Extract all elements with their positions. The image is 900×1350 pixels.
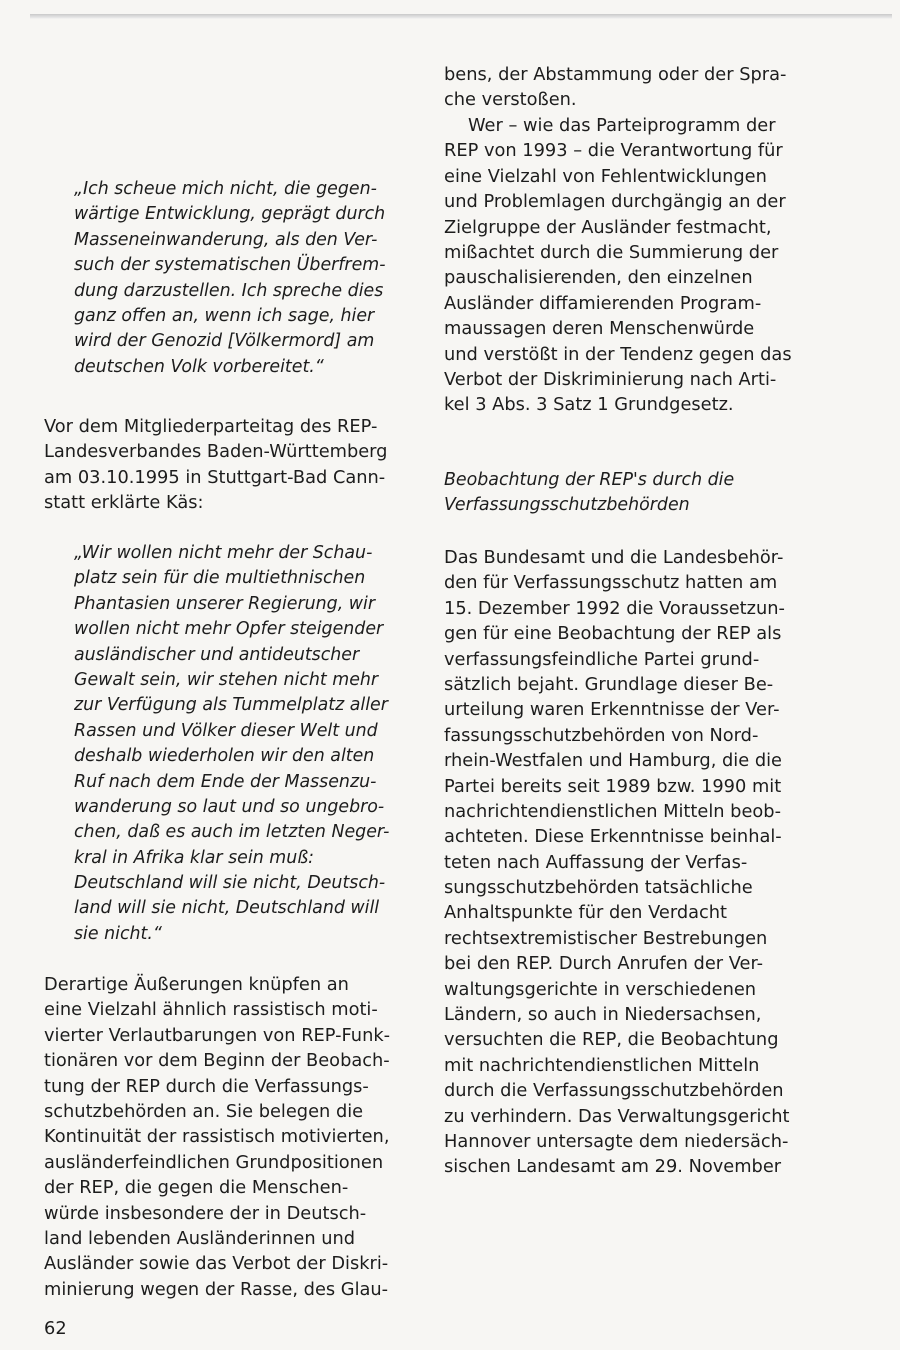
text-line: Beobachtung der REP's durch die [444,470,735,490]
paragraph [44,414,387,516]
text-line: sischen Landesamt am 29. November [444,1156,782,1178]
quote-block [74,177,386,380]
text-line: bei den REP. Durch Anrufen der Ver- [444,953,764,975]
text-line: Phantasien unserer Regierung, wir [74,593,375,614]
text-line: maussagen deren Menschenwürde [444,318,755,340]
text-line: Deutschland will sie nicht, Deutsch- [74,873,386,894]
text-line: schutzbehörden an. Sie belegen die [44,1100,364,1122]
paragraph [444,62,786,113]
text-line: sungsschutzbehörden tatsächliche [444,877,753,899]
text-line: ausländerfeindlichen Grundpositionen [44,1151,384,1173]
text-line: platz sein für die multiethnischen [74,568,366,589]
text-line: urteilung waren Erkenntnisse der Ver- [444,699,780,721]
text-line: eine Vielzahl von Fehlentwicklungen [444,165,767,187]
text-line: kel 3 Abs. 3 Satz 1 Grundgesetz. [444,394,734,416]
text-line: such der systematischen Überfrem- [74,255,386,276]
page-number: 62 [44,1318,67,1339]
paragraph [444,545,789,1180]
text-line: Partei bereits seit 1989 bzw. 1990 mit [444,775,782,797]
text-line: deutschen Volk vorbereitet.“ [74,356,324,377]
text-line: Rassen und Völker dieser Welt und [74,720,378,741]
text-line: tionären vor dem Beginn der Beobach- [44,1050,390,1072]
text-line: Hannover untersagte dem niedersäch- [444,1130,789,1152]
text-line: Wer – wie das Parteiprogramm der [468,115,776,136]
text-line: zu verhindern. Das Verwaltungsgericht [444,1105,790,1127]
text-line: bens, der Abstammung oder der Spra- [444,64,787,85]
text-line: Derartige Äußerungen knüpfen an [44,974,349,995]
text-line: und Problemlagen durchgängig an der [444,191,786,213]
text-line: nachrichtendienstlichen Mitteln beob- [444,800,781,822]
text-line: wird der Genozid [Völkermord] am [74,331,375,352]
text-line: Zielgruppe der Ausländer festmacht, [444,216,772,238]
text-line: den für Verfassungsschutz hatten am [444,572,778,594]
text-line: tung der REP durch die Verfassungs- [44,1075,369,1097]
text-line: versuchten die REP, die Beobachtung [444,1029,779,1051]
text-line: wanderung so laut und so ungebro- [74,796,385,817]
text-line: kral in Afrika klar sein muß: [74,847,315,868]
text-line: 15. Dezember 1992 die Voraussetzun- [444,597,785,619]
paragraph [444,113,792,418]
text-line: che verstoßen. [444,89,577,111]
text-line: REP von 1993 – die Verantwortung für [444,140,783,162]
text-line: rhein-Westfalen und Hamburg, die die [444,750,782,772]
text-line: Ruf nach dem Ende der Massenzu- [74,771,377,792]
text-line: wollen nicht mehr Opfer steigender [74,619,384,640]
text-line: gen für eine Beobachtung der REP als [444,623,782,645]
text-line: durch die Verfassungsschutzbehörden [444,1080,784,1102]
text-line: land will sie nicht, Deutschland will [74,898,380,919]
text-line: pauschalisierenden, den einzelnen [444,267,753,289]
text-line: „Ich scheue mich nicht, die gegen- [74,179,377,199]
text-line: Gewalt sein, wir stehen nicht mehr [74,669,379,690]
text-line: zur Verfügung als Tummelplatz aller [74,695,388,716]
text-line: Ausländer sowie das Verbot der Diskri- [44,1253,389,1275]
text-line: Das Bundesamt und die Landesbehör- [444,547,784,568]
text-line: Ländern, so auch in Niedersachsen, [444,1004,762,1026]
text-line: mißachtet durch die Summierung der [444,241,779,263]
text-line: würde insbesondere der in Deutsch- [44,1202,367,1224]
text-line: dung darzustellen. Ich spreche dies [74,280,384,301]
text-line: wärtige Entwicklung, geprägt durch [74,204,386,225]
text-line: Verfassungsschutzbehörden [444,495,690,516]
text-line: fassungsschutzbehörden von Nord- [444,724,759,746]
text-line: land lebenden Ausländerinnen und [44,1227,356,1249]
text-line: Kontinuität der rassistisch motivierten, [44,1126,390,1148]
text-line: waltungsgerichte in verschiedenen [444,978,757,1000]
text-line: ganz offen an, wenn ich sage, hier [74,305,375,326]
text-line: Anhaltspunkte für den Verdacht [444,902,728,924]
text-line: der REP, die gegen die Menschen- [44,1177,349,1199]
text-line: Vor dem Mitgliederparteitag des REP- [44,416,378,437]
text-line: „Wir wollen nicht mehr der Schau- [74,543,373,563]
text-line: am 03.10.1995 in Stuttgart-Bad Cann- [44,466,386,488]
text-line: teten nach Auffassung der Verfas- [444,851,748,873]
text-line: sätzlich bejaht. Grundlage dieser Be- [444,673,774,695]
text-line: chen, daß es auch im letzten Neger- [74,822,390,843]
text-line: statt erklärte Käs: [44,492,204,514]
top-rule [30,14,892,19]
text-line: verfassungsfeindliche Partei grund- [444,648,760,670]
text-line: vierter Verlautbarungen von REP-Funk- [44,1024,391,1046]
text-line: minierung wegen der Rasse, des Glau- [44,1278,389,1300]
text-line: eine Vielzahl ähnlich rassistisch moti- [44,999,378,1021]
text-line: Masseneinwanderung, als den Ver- [74,229,378,250]
section-heading [444,468,734,519]
text-line: mit nachrichtendienstlichen Mitteln [444,1054,760,1076]
text-line: achteten. Diese Erkenntnisse beinhal- [444,826,782,848]
text-line: Landesverbandes Baden-Württemberg [44,441,388,463]
text-line: und verstößt in der Tendenz gegen das [444,343,792,365]
text-line: Verbot der Diskriminierung nach Arti- [444,368,777,390]
paragraph [44,972,390,1302]
text-line: deshalb wiederholen wir den alten [74,746,375,767]
text-line: Ausländer diffamierenden Program- [444,292,762,314]
text-line: rechtsextremistischer Bestrebungen [444,927,768,949]
quote-block [74,541,389,947]
text-line: ausländischer und antideutscher [74,644,360,665]
text-line: sie nicht.“ [74,923,162,944]
